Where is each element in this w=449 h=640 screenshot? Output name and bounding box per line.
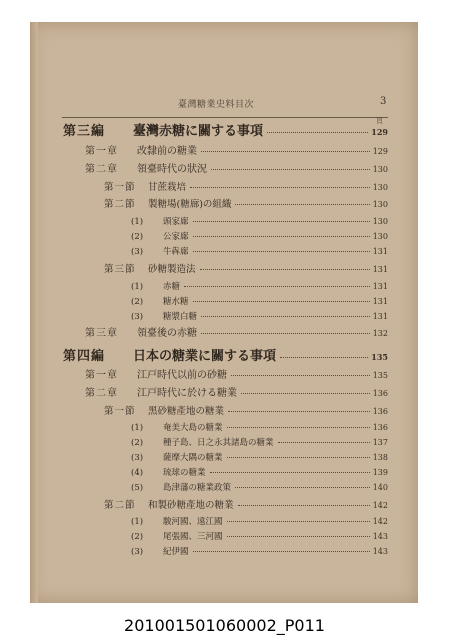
page-binding-edge xyxy=(30,22,38,603)
toc-label: (2) xyxy=(131,297,144,307)
toc-label: (2) xyxy=(131,532,144,542)
toc-page: 130 xyxy=(372,232,388,241)
toc-page: 135 xyxy=(371,352,388,362)
toc-label: 第二章 xyxy=(85,164,118,175)
leader-dots xyxy=(227,457,370,458)
toc-entry-part-3 xyxy=(63,125,388,138)
toc-page: 143 xyxy=(372,547,388,556)
toc-title: 奄美大島の糖業 xyxy=(163,423,223,433)
toc-entry-item xyxy=(131,424,388,433)
toc-label: (1) xyxy=(131,423,144,433)
toc-title: 薩摩大隅の糖業 xyxy=(163,453,223,463)
leader-dots xyxy=(193,236,370,237)
toc-page: 131 xyxy=(372,265,388,274)
running-header-page-number: 3 xyxy=(380,96,387,107)
toc-entry-chapter xyxy=(85,389,388,399)
toc-title: 公家廍 xyxy=(163,232,189,242)
toc-label: 第三章 xyxy=(85,328,118,339)
leader-dots xyxy=(193,221,370,222)
toc-entry-item xyxy=(131,454,388,463)
toc-title: 赤糖 xyxy=(163,282,181,292)
leader-dots xyxy=(238,505,370,506)
toc-label: 第三節 xyxy=(104,264,136,275)
toc-title: 駿河國、遠江國 xyxy=(163,517,223,527)
toc-entry-item xyxy=(131,298,388,307)
toc-page: 132 xyxy=(372,329,388,338)
leader-dots xyxy=(267,132,368,133)
toc-page: 138 xyxy=(372,453,388,462)
toc-entry-item xyxy=(131,469,388,478)
archive-id-caption: 201001501060002_P011 xyxy=(124,616,325,635)
toc-label: (3) xyxy=(131,453,144,463)
toc-label: 第一章 xyxy=(85,370,118,381)
toc-page: 143 xyxy=(372,532,388,541)
toc-entry-section xyxy=(104,501,388,511)
leader-dots xyxy=(201,333,370,334)
toc-title: 尾張國、三河國 xyxy=(163,532,223,542)
toc-page: 130 xyxy=(372,183,388,192)
toc-entry-item xyxy=(131,313,388,322)
toc-label: 第一節 xyxy=(104,182,136,193)
leader-dots xyxy=(228,411,370,412)
toc-title: 江戸時代以前の砂糖 xyxy=(137,370,227,381)
leader-dots xyxy=(227,536,370,537)
toc-entry-item xyxy=(131,233,388,242)
leader-dots xyxy=(193,551,370,552)
toc-page: 131 xyxy=(372,312,388,321)
toc-title: 島津藩の糖業政策 xyxy=(163,483,232,493)
toc-entry-chapter xyxy=(85,329,388,339)
toc-title: 牛犇廍 xyxy=(163,247,189,257)
leader-dots xyxy=(201,316,370,317)
toc-entry-item xyxy=(131,533,388,542)
toc-title: 砂糖製造法 xyxy=(148,264,196,275)
toc-entry-item xyxy=(131,439,388,448)
toc-entry-chapter xyxy=(85,371,388,381)
toc-page: 130 xyxy=(372,217,388,226)
leader-dots xyxy=(241,393,370,394)
leader-dots xyxy=(235,204,369,205)
toc-label: (2) xyxy=(131,232,144,242)
toc-page: 129 xyxy=(371,127,388,137)
leader-dots xyxy=(210,472,370,473)
toc-label: (3) xyxy=(131,547,144,557)
leader-dots xyxy=(201,151,370,152)
toc-label: 第一節 xyxy=(104,406,136,417)
running-header-title: 臺灣糖業史料目次 xyxy=(178,100,255,110)
leader-dots xyxy=(280,357,368,358)
toc-title: 頭家廍 xyxy=(163,217,189,227)
toc-page: 140 xyxy=(372,483,388,492)
toc-title: 日本の糖業に關する事項 xyxy=(133,349,277,364)
toc-label: (2) xyxy=(131,438,144,448)
toc-page: 135 xyxy=(372,371,388,380)
toc-label: (1) xyxy=(131,282,144,292)
header-rule xyxy=(62,117,388,118)
toc-page: 131 xyxy=(372,282,388,291)
toc-title: 改隸前の糖業 xyxy=(137,146,197,157)
toc-entry-item xyxy=(131,484,388,493)
toc-entry-section xyxy=(104,183,388,193)
toc-page: 136 xyxy=(372,407,388,416)
toc-label: 第二節 xyxy=(104,199,136,210)
toc-label: (3) xyxy=(131,312,144,322)
toc-page: 139 xyxy=(372,468,388,477)
page-column-label: 頁 xyxy=(376,117,383,125)
leader-dots xyxy=(193,301,370,302)
toc-entry-section xyxy=(104,407,388,417)
toc-title: 琉球の糖業 xyxy=(163,468,206,478)
toc-entry-item xyxy=(131,518,388,527)
toc-page: 136 xyxy=(372,389,388,398)
toc-entry-section xyxy=(104,200,388,210)
leader-dots xyxy=(231,375,370,376)
toc-page: 142 xyxy=(372,517,388,526)
leader-dots xyxy=(235,487,370,488)
toc-title: 和製砂糖產地の糖業 xyxy=(148,500,234,511)
toc-title: 糖漿白糖 xyxy=(163,312,198,322)
toc-entry-item xyxy=(131,548,388,557)
toc-label: 第二章 xyxy=(85,388,118,399)
leader-dots xyxy=(200,269,370,270)
toc-title: 領臺後の赤糖 xyxy=(137,328,197,339)
toc-title: 糖水糖 xyxy=(163,297,189,307)
leader-dots xyxy=(211,169,370,170)
toc-entry-item xyxy=(131,218,388,227)
toc-title: 甘蔗栽培 xyxy=(148,182,187,193)
toc-entry-item xyxy=(131,283,388,292)
leader-dots xyxy=(227,521,370,522)
toc-label: 第一章 xyxy=(85,146,118,157)
toc-page: 136 xyxy=(372,423,388,432)
toc-title: 江戸時代に於ける糖業 xyxy=(137,388,237,399)
toc-page: 130 xyxy=(372,200,388,209)
toc-entry-chapter xyxy=(85,147,388,157)
toc-title: 領臺時代の狀況 xyxy=(137,164,207,175)
toc-title: 製糖場(糖廍)の組織 xyxy=(148,199,232,210)
toc-entry-item xyxy=(131,248,388,257)
toc-entry-section xyxy=(104,265,388,275)
toc-label: 第二節 xyxy=(104,500,136,511)
toc-title: 種子島、日之永其諸島の糖業 xyxy=(163,438,274,448)
toc-page: 137 xyxy=(372,438,388,447)
toc-page: 131 xyxy=(372,297,388,306)
toc-label: 第四編 xyxy=(63,349,106,364)
leader-dots xyxy=(278,442,370,443)
toc-title: 紀伊國 xyxy=(163,547,189,557)
leader-dots xyxy=(184,286,370,287)
toc-label: (5) xyxy=(131,483,144,493)
leader-dots xyxy=(193,251,370,252)
toc-title: 臺灣赤糖に關する事項 xyxy=(133,124,264,139)
toc-title: 黑砂糖產地の糖業 xyxy=(148,406,225,417)
toc-entry-part-4 xyxy=(63,350,388,363)
toc-page: 130 xyxy=(372,165,388,174)
toc-label: (4) xyxy=(131,468,144,478)
toc-page: 131 xyxy=(372,247,388,256)
leader-dots xyxy=(190,187,370,188)
toc-entry-chapter xyxy=(85,165,388,175)
toc-page: 129 xyxy=(372,147,388,156)
toc-label: (1) xyxy=(131,517,144,527)
toc-label: 第三編 xyxy=(63,124,106,139)
leader-dots xyxy=(227,427,370,428)
toc-page: 142 xyxy=(372,501,388,510)
toc-label: (3) xyxy=(131,247,144,257)
toc-label: (1) xyxy=(131,217,144,227)
